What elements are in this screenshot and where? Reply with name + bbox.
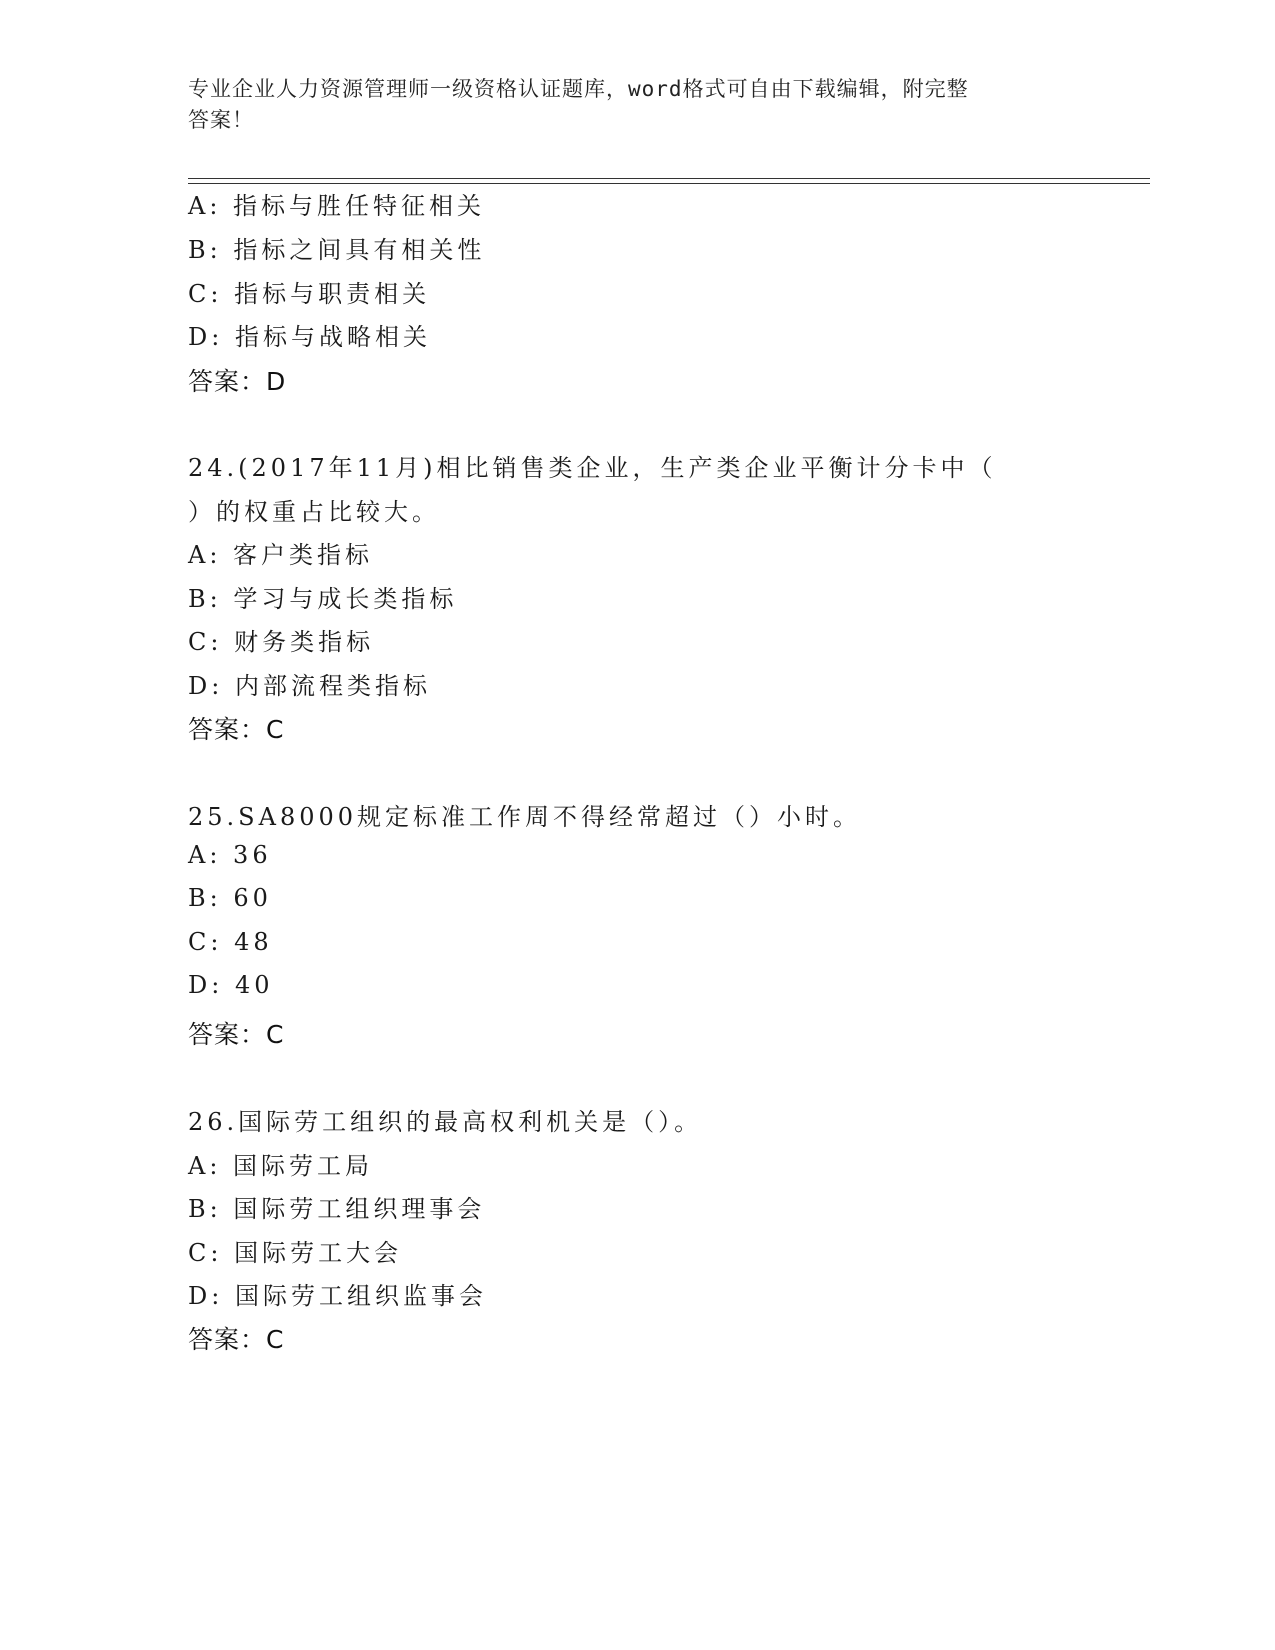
- option-a: A: 国际劳工局: [188, 1152, 374, 1180]
- question-stem-continued: ）的权重占比较大。: [188, 498, 440, 526]
- answer: 答案：D: [188, 367, 287, 396]
- question-stem: 26.国际劳工组织的最高权利机关是（）。: [188, 1108, 703, 1136]
- question-stem: 25.SA8000规定标准工作周不得经常超过（）小时。: [188, 803, 862, 831]
- option-c: C: 指标与职责相关: [188, 280, 431, 308]
- option-d: D: 内部流程类指标: [188, 672, 431, 700]
- option-c: C: 国际劳工大会: [188, 1239, 403, 1267]
- option-d: D: 国际劳工组织监事会: [188, 1282, 487, 1310]
- option-a: A: 36: [188, 841, 272, 869]
- option-a: A: 指标与胜任特征相关: [188, 192, 486, 220]
- page-header: [188, 74, 1088, 136]
- header-line-1: 专业企业人力资源管理师一级资格认证题库，word格式可自由下载编辑，附完整: [188, 77, 969, 101]
- option-b: B: 指标之间具有相关性: [188, 236, 486, 264]
- option-b: B: 国际劳工组织理事会: [188, 1195, 486, 1223]
- option-b: B: 学习与成长类指标: [188, 585, 458, 613]
- option-b: B: 60: [188, 884, 272, 912]
- question-stem: 24.(2017年11月)相比销售类企业，生产类企业平衡计分卡中（: [188, 454, 997, 482]
- option-d: D: 40: [188, 971, 274, 999]
- answer: 答案：C: [188, 1325, 285, 1354]
- header-double-rule: [188, 178, 1150, 184]
- option-c: C: 48: [188, 928, 273, 956]
- option-c: C: 财务类指标: [188, 628, 375, 656]
- option-d: D: 指标与战略相关: [188, 323, 431, 351]
- option-a: A: 客户类指标: [188, 541, 374, 569]
- answer: 答案：C: [188, 1020, 285, 1049]
- answer: 答案：C: [188, 715, 285, 744]
- document-page: [188, 0, 1148, 1650]
- header-line-2: 答案！: [188, 108, 254, 132]
